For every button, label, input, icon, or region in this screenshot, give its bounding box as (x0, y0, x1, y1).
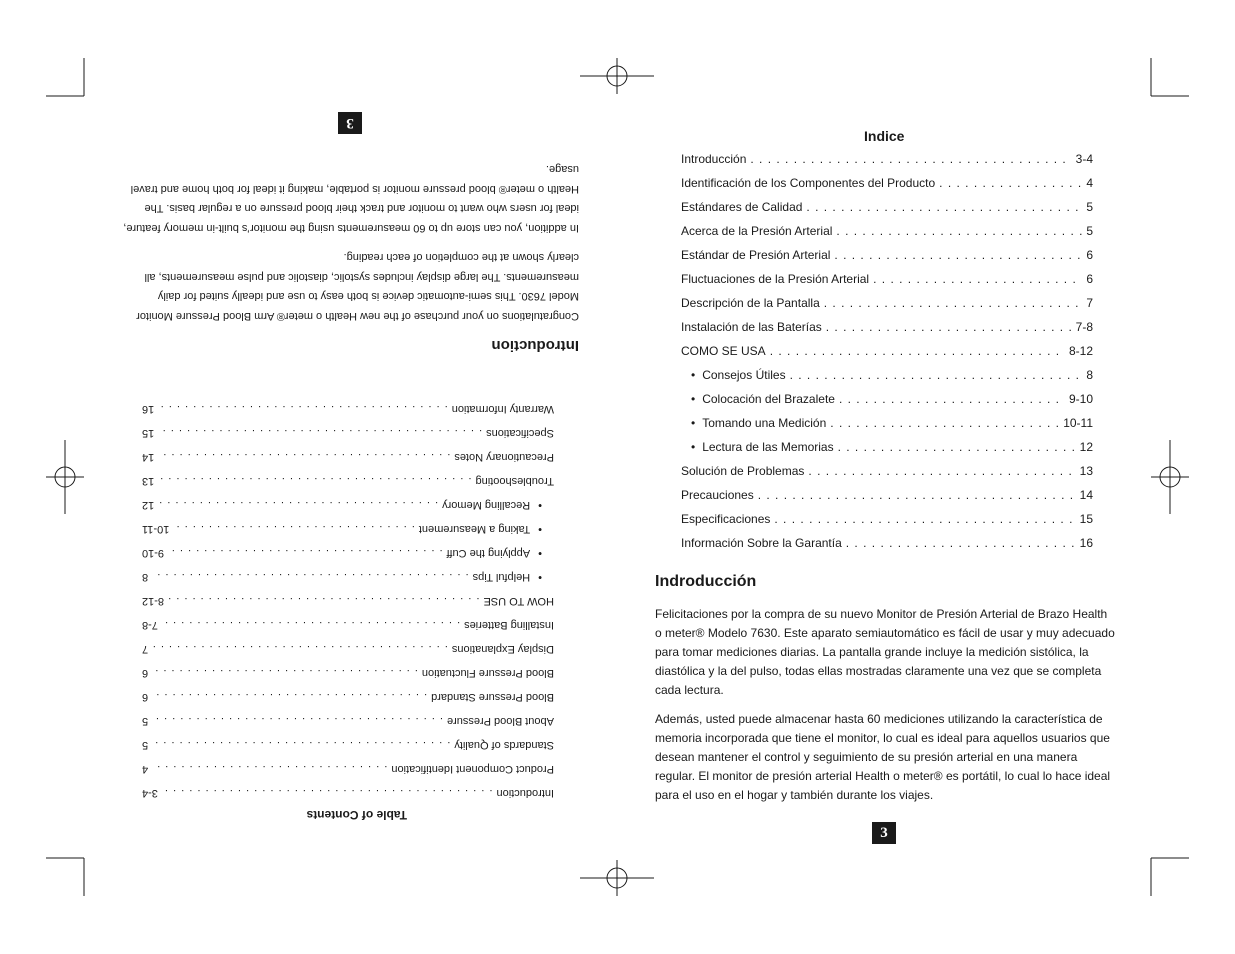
toc-entry-page: 13 (1079, 464, 1093, 478)
indice-title: Indice (864, 128, 905, 144)
toc-entry (142, 391, 554, 415)
upside-down-content (0, 0, 617, 954)
toc-entry-label: HOW TO USE (483, 595, 554, 607)
toc-entry-label: Standards of Quality (454, 739, 554, 751)
toc-dot-leader (152, 691, 427, 703)
toc-entry-label: Fluctuaciones de la Presión Arterial (681, 272, 870, 286)
toc-dot-leader (838, 440, 1076, 454)
toc-entry (681, 416, 1093, 440)
toc-entry-page: 7 (1086, 296, 1093, 310)
toc-entry-page: 12 (1079, 440, 1093, 454)
toc-entry (142, 415, 554, 439)
toc-entry (142, 607, 554, 631)
toc-entry (681, 488, 1093, 512)
toc-entry-page: 13 (142, 475, 155, 487)
toc-entry-page: 4 (1086, 176, 1093, 190)
toc-entry (142, 463, 554, 487)
intro-paragraph-1: Felicitaciones por la compra de su nuevo Monitor de Presión Arterial de Brazo Health o meter® Modelo 7630. Este aparato semiautomático es fácil de usar y muy adecuado para tomar mediciones diarias. La pantalla grande incluye la medición sistólica, la diastólica y la del pulso, todas ellas mostradas claramente una vez que se completa cada lectura. (655, 607, 1115, 697)
toc-dot-leader (826, 320, 1072, 334)
toc-dot-leader (152, 571, 469, 583)
toc-entry-page: 16 (142, 403, 155, 415)
english-intro (119, 149, 579, 354)
intro-paragraph-1: Congratulations on your purchase of the new Health o meter® Arm Blood Pressure Monitor Model 7630. This semi-automatic device is both easy to use and ideally suited for daily measurements. The large display includes systolic, diastolic and pulse measurements, all clearly shown at the completion of each reading. (136, 251, 579, 322)
toc-dot-leader (168, 547, 443, 559)
toc-entry (681, 224, 1093, 248)
toc-entry-page: 7 (142, 643, 149, 655)
toc-entry-page: 16 (1079, 536, 1093, 550)
toc-entry-label: Precautionary Notes (454, 451, 554, 463)
toc-entry-page: 15 (142, 427, 155, 439)
toc-entry-label: COMO SE USA (681, 344, 766, 358)
toc-entry-page: 9-10 (1068, 392, 1093, 406)
left-page-english (0, 0, 617, 954)
toc-entry-page: 6 (1086, 272, 1093, 286)
toc-entry-page: 5 (142, 715, 149, 727)
toc-entry (142, 751, 554, 775)
english-table-of-contents (142, 391, 554, 799)
toc-entry (681, 536, 1093, 560)
toc-entry-label: About Blood Pressure (446, 715, 554, 727)
toc-entry (142, 727, 554, 751)
toc-dot-leader (758, 488, 1076, 502)
toc-entry-page: 6 (1086, 248, 1093, 262)
toc-entry-page: 6 (142, 691, 149, 703)
toc-entry-label: • Lectura de las Memorias (681, 440, 834, 454)
toc-entry-label: Solución de Problemas (681, 464, 805, 478)
toc-entry-page: 5 (1086, 200, 1093, 214)
toc-entry-label: Estándares de Calidad (681, 200, 803, 214)
toc-entry-label: • Recalling Memory (442, 499, 554, 511)
toc-entry (681, 272, 1093, 296)
toc-dot-leader (774, 512, 1075, 526)
toc-dot-leader (836, 224, 1082, 238)
toc-entry-label: Descripción de la Pantalla (681, 296, 820, 310)
toc-entry-label: Blood Pressure Fluctuation (421, 667, 554, 679)
toc-entry-page: 14 (1079, 488, 1093, 502)
toc-entry-page: 15 (1079, 512, 1093, 526)
toc-dot-leader (808, 464, 1075, 478)
toc-dot-leader (152, 643, 448, 655)
toc-dot-leader (873, 272, 1082, 286)
toc-entry (142, 703, 554, 727)
toc-entry-page: 10-11 (142, 523, 170, 535)
toc-entry (681, 464, 1093, 488)
toc-entry-label: Introduction (496, 787, 554, 799)
toc-entry-page: 4 (142, 763, 149, 775)
toc-entry (142, 535, 554, 559)
toc-entry (681, 392, 1093, 416)
toc-entry (681, 320, 1093, 344)
toc-entry (681, 152, 1093, 176)
toc-entry (142, 583, 554, 607)
toc-entry (681, 248, 1093, 272)
spanish-table-of-contents (681, 152, 1093, 560)
toc-dot-leader (168, 595, 479, 607)
toc-entry (681, 368, 1093, 392)
intro-paragraph-2: Además, usted puede almacenar hasta 60 mediciones utilizando la característica de memoria incorporada que tiene el monitor, lo cual es ideal para aquellos usuarios que desean mantener el control y seguimiento de su presión arterial en una manera regular. El monitor de presión arterial Health o meter® es portátil, lo cual lo hace ideal para el uso en el hogar y también durante los viajes. (655, 712, 1111, 802)
toc-dot-leader (158, 475, 471, 487)
toc-entry-label: Especificaciones (681, 512, 771, 526)
toc-entry-label: Estándar de Presión Arterial (681, 248, 831, 262)
toc-entry-label: • Applying the Cuff (447, 547, 554, 559)
toc-entry-label: • Taking a Measurement (419, 523, 554, 535)
toc-dot-leader (839, 392, 1065, 406)
toc-entry-label: Warranty Information (451, 403, 554, 415)
toc-entry-page: 6 (142, 667, 149, 679)
toc-entry-page: 7-8 (1075, 320, 1093, 334)
toc-entry-label: • Tomando una Medición (681, 416, 826, 430)
toc-dot-leader (152, 715, 443, 727)
toc-dot-leader (770, 344, 1065, 358)
toc-entry-page: 5 (1086, 224, 1093, 238)
toc-dot-leader (750, 152, 1071, 166)
toc-entry (681, 344, 1093, 368)
toc-entry (142, 679, 554, 703)
toc-dot-leader (158, 451, 450, 463)
page-number: 3 (872, 822, 896, 844)
toc-dot-leader (824, 296, 1083, 310)
toc-entry-label: Identificación de los Componentes del Producto (681, 176, 936, 190)
toc-entry-label: Introducción (681, 152, 747, 166)
intro-title: Indroducción (655, 573, 757, 590)
toc-entry (142, 439, 554, 463)
toc-entry-label: Troubleshooting (475, 475, 554, 487)
toc-entry (142, 775, 554, 799)
toc-dot-leader (162, 787, 493, 799)
toc-entry-label: Blood Pressure Standard (431, 691, 554, 703)
toc-dot-leader (158, 403, 447, 415)
toc-entry (681, 512, 1093, 536)
toc-entry-page: 8-12 (142, 595, 165, 607)
page-number: 3 (338, 112, 362, 134)
toc-entry (681, 176, 1093, 200)
toc-entry-page: 7-8 (142, 619, 158, 631)
toc-entry (142, 511, 554, 535)
toc-entry (142, 655, 554, 679)
toc-entry-page: 3-4 (1075, 152, 1093, 166)
toc-entry-page: 8 (1086, 368, 1093, 382)
toc-entry-page: 8 (142, 571, 149, 583)
toc-entry-label: Información Sobre la Garantía (681, 536, 842, 550)
toc-dot-leader (790, 368, 1083, 382)
toc-entry (142, 559, 554, 583)
toc-entry (681, 296, 1093, 320)
toc-entry (681, 440, 1093, 464)
toc-entry-label: • Colocación del Brazalete (681, 392, 835, 406)
toc-dot-leader (152, 763, 387, 775)
toc-entry-label: Installing Batteries (464, 619, 554, 631)
toc-dot-leader (152, 667, 418, 679)
toc-dot-leader (152, 739, 450, 751)
toc-entry-page: 10-11 (1063, 416, 1093, 430)
toc-entry-page: 12 (142, 499, 155, 511)
toc-dot-leader (834, 248, 1082, 262)
toc-entry-label: Acerca de la Presión Arterial (681, 224, 833, 238)
toc-entry (142, 631, 554, 655)
toc-entry-page: 14 (142, 451, 155, 463)
toc-dot-leader (162, 619, 460, 631)
toc-entry-label: • Helpful Tips (473, 571, 554, 583)
toc-entry (681, 200, 1093, 224)
toc-dot-leader (173, 523, 415, 535)
toc-dot-leader (846, 536, 1076, 550)
toc-entry (142, 487, 554, 511)
toc-entry-page: 5 (142, 739, 149, 751)
toc-title: Table of Contents (306, 808, 407, 822)
toc-entry-page: 9-10 (142, 547, 165, 559)
intro-paragraph-2: In addition, you can store up to 60 measurements using the monitor’s built-in memory feature, ideal for users who want to monitor and track their blood pressure on a regular basis. The Health o meter® blood pressure monitor is portable, making it ideal for both home and travel usage. (123, 163, 579, 234)
toc-entry-page: 8-12 (1068, 344, 1093, 358)
toc-entry-label: Product Component Identification (391, 763, 554, 775)
toc-entry-label: Instalación de las Baterías (681, 320, 822, 334)
toc-dot-leader (158, 499, 438, 511)
toc-dot-leader (830, 416, 1059, 430)
toc-entry-label: Specifications (486, 427, 554, 439)
intro-title: Introduction (491, 337, 579, 354)
toc-dot-leader (939, 176, 1082, 190)
toc-dot-leader (158, 427, 482, 439)
toc-entry-page: 3-4 (142, 787, 158, 799)
right-page-spanish (617, 0, 1234, 954)
toc-dot-leader (806, 200, 1082, 214)
toc-entry-label: • Consejos Útiles (681, 368, 786, 382)
spanish-intro (655, 573, 1117, 815)
toc-entry-label: Display Explanations (451, 643, 554, 655)
toc-entry-label: Precauciones (681, 488, 754, 502)
